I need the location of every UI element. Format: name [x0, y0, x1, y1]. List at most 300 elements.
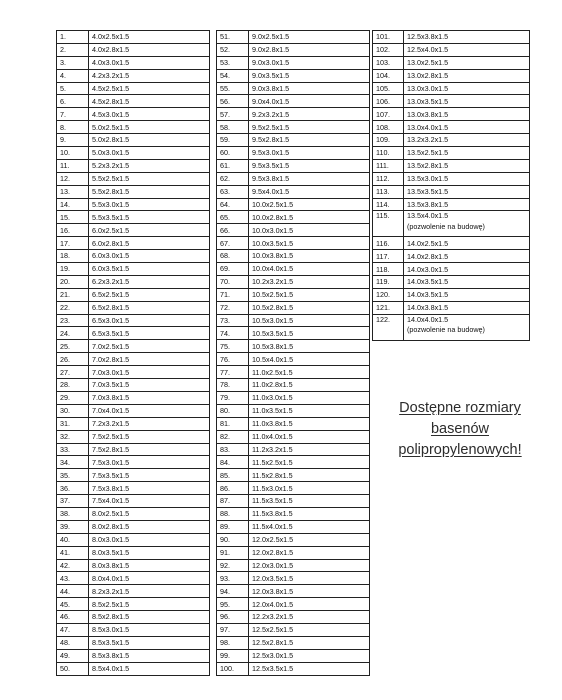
pool-size-cell — [249, 611, 370, 624]
table-row — [373, 198, 530, 211]
pool-size-cell — [404, 263, 530, 276]
pool-size-text: 11.2x3.2x1.5 — [252, 444, 293, 454]
pool-size-cell — [249, 469, 370, 482]
table-row — [217, 417, 370, 430]
row-number-cell: 26. — [57, 353, 89, 366]
pool-size-text: 8.0x4.0x1.5 — [92, 573, 130, 583]
table-row — [57, 263, 210, 276]
pool-size-cell — [249, 172, 370, 185]
table-row — [373, 250, 530, 263]
pool-size-text: 13.5x2.8x1.5 — [407, 161, 449, 171]
pool-size-text: 9.5x3.8x1.5 — [252, 174, 290, 184]
pool-size-text: 7.2x3.2x1.5 — [92, 419, 130, 429]
table-row — [57, 391, 210, 404]
pool-size-cell — [249, 159, 370, 172]
row-number-cell: 55. — [217, 82, 249, 95]
table-row — [217, 159, 370, 172]
pool-size-text: 13.0x2.8x1.5 — [407, 71, 449, 81]
pool-size-cell — [249, 598, 370, 611]
table-row — [57, 598, 210, 611]
table-row — [57, 559, 210, 572]
pool-size-cell — [249, 572, 370, 585]
table-row — [373, 263, 530, 276]
pool-size-cell — [249, 585, 370, 598]
pool-size-text: 8.0x3.8x1.5 — [92, 560, 130, 570]
caption-line-3: polipropylenowych! — [398, 442, 522, 458]
table-row — [57, 172, 210, 185]
row-number-cell: 68. — [217, 250, 249, 263]
pool-size-text: 10.5x3.8x1.5 — [252, 341, 294, 351]
pool-size-cell — [249, 147, 370, 160]
pool-size-cell — [404, 159, 530, 172]
row-number-cell: 72. — [217, 301, 249, 314]
row-number-cell: 96. — [217, 611, 249, 624]
pool-size-cell — [404, 250, 530, 263]
row-number-cell: 118. — [373, 263, 404, 276]
pool-size-cell — [249, 43, 370, 56]
pool-size-text: 5.0x2.8x1.5 — [92, 135, 130, 145]
pool-size-text: 13.0x3.5x1.5 — [407, 96, 449, 106]
table-row — [217, 662, 370, 675]
table-row — [217, 559, 370, 572]
pool-size-text: 9.5x3.0x1.5 — [252, 148, 290, 158]
row-number-cell: 17. — [57, 237, 89, 250]
row-number-cell: 11. — [57, 159, 89, 172]
table-row — [57, 159, 210, 172]
pool-size-text: 5.5x2.8x1.5 — [92, 187, 130, 197]
pool-size-text: 11.0x2.5x1.5 — [252, 367, 293, 377]
pool-size-text: 14.0x2.5x1.5 — [407, 238, 449, 248]
pool-size-cell — [249, 443, 370, 456]
pool-size-text: 12.0x3.5x1.5 — [252, 573, 294, 583]
pool-size-text: 6.5x2.5x1.5 — [92, 290, 130, 300]
table-row — [217, 56, 370, 69]
pool-size-text: 10.2x3.2x1.5 — [252, 277, 294, 287]
pool-size-cell — [89, 250, 210, 263]
row-number-cell: 93. — [217, 572, 249, 585]
table-row — [57, 43, 210, 56]
table-row — [217, 121, 370, 134]
pool-size-text: 13.0x4.0x1.5 — [407, 122, 449, 132]
pool-size-text: 10.5x2.8x1.5 — [252, 303, 294, 313]
table-row — [57, 95, 210, 108]
pool-size-cell — [89, 443, 210, 456]
table-row — [57, 611, 210, 624]
pool-size-cell — [249, 82, 370, 95]
row-number-cell: 31. — [57, 417, 89, 430]
row-number-cell: 49. — [57, 649, 89, 662]
pool-size-text: 12.0x2.8x1.5 — [252, 547, 294, 557]
pool-size-cell — [249, 546, 370, 559]
row-number-cell: 78. — [217, 379, 249, 392]
row-number-cell: 46. — [57, 611, 89, 624]
row-number-cell: 77. — [217, 366, 249, 379]
row-number-cell: 50. — [57, 662, 89, 675]
table-row — [217, 108, 370, 121]
pool-size-text: 7.5x3.8x1.5 — [92, 483, 130, 493]
pool-size-text: 9.0x3.0x1.5 — [252, 58, 290, 68]
pool-size-cell — [404, 314, 530, 340]
pool-size-cell — [89, 263, 210, 276]
row-number-cell: 51. — [217, 31, 249, 44]
table-row — [217, 611, 370, 624]
pool-size-cell — [89, 636, 210, 649]
pool-size-cell — [89, 327, 210, 340]
pool-size-cell — [249, 56, 370, 69]
pool-size-text: 8.0x2.5x1.5 — [92, 509, 130, 519]
pool-size-cell — [404, 108, 530, 121]
pool-size-text: 6.2x3.2x1.5 — [92, 277, 130, 287]
table-row — [373, 289, 530, 302]
pool-size-text: 12.5x2.8x1.5 — [252, 638, 294, 648]
row-number-cell: 109. — [373, 134, 404, 147]
table-row — [217, 134, 370, 147]
pool-size-text: 9.0x2.8x1.5 — [252, 45, 290, 55]
row-number-cell: 24. — [57, 327, 89, 340]
table-row — [217, 250, 370, 263]
pool-size-text: 7.5x3.5x1.5 — [92, 470, 130, 480]
row-number-cell: 19. — [57, 263, 89, 276]
row-number-cell: 103. — [373, 56, 404, 69]
pool-size-cell — [89, 56, 210, 69]
row-number-cell: 64. — [217, 198, 249, 211]
row-number-cell: 23. — [57, 314, 89, 327]
row-number-cell: 71. — [217, 288, 249, 301]
pool-size-cell — [89, 121, 210, 134]
pool-size-text: 9.0x3.5x1.5 — [252, 71, 290, 81]
pool-size-cell — [404, 31, 530, 44]
pool-size-cell — [89, 482, 210, 495]
pool-size-text: 13.5x4.0x1.5 — [407, 211, 449, 221]
pool-size-text: 6.5x2.8x1.5 — [92, 303, 130, 313]
pool-size-cell — [89, 662, 210, 675]
table-row — [217, 314, 370, 327]
pool-size-text: 5.0x3.0x1.5 — [92, 148, 130, 158]
row-number-cell: 35. — [57, 469, 89, 482]
pool-size-text: 11.5x2.5x1.5 — [252, 457, 293, 467]
table-row — [373, 237, 530, 250]
table-row — [217, 456, 370, 469]
pool-size-cell — [404, 56, 530, 69]
row-number-cell: 1. — [57, 31, 89, 44]
pool-size-text: 9.5x2.8x1.5 — [252, 135, 290, 145]
table-row — [217, 366, 370, 379]
row-number-cell: 21. — [57, 288, 89, 301]
pool-size-cell — [249, 559, 370, 572]
pool-size-text: 9.0x2.5x1.5 — [252, 32, 290, 42]
row-number-cell: 70. — [217, 275, 249, 288]
row-number-cell: 105. — [373, 82, 404, 95]
pool-size-cell — [249, 314, 370, 327]
table-row — [57, 430, 210, 443]
row-number-cell: 62. — [217, 172, 249, 185]
pool-size-cell — [89, 379, 210, 392]
table-row — [217, 172, 370, 185]
table-row — [57, 147, 210, 160]
row-number-cell: 15. — [57, 211, 89, 224]
sizes-table-column-1 — [56, 30, 210, 676]
pool-size-text: 8.2x3.2x1.5 — [92, 586, 130, 596]
row-number-cell: 56. — [217, 95, 249, 108]
row-number-cell: 36. — [57, 482, 89, 495]
pool-size-text: 9.2x3.2x1.5 — [252, 109, 290, 119]
pool-size-cell — [89, 533, 210, 546]
table-row — [217, 533, 370, 546]
row-number-cell: 69. — [217, 263, 249, 276]
table-row — [217, 275, 370, 288]
row-number-cell: 48. — [57, 636, 89, 649]
row-number-cell: 44. — [57, 585, 89, 598]
table-row — [373, 185, 530, 198]
pool-size-text: 8.5x4.0x1.5 — [92, 663, 130, 673]
row-number-cell: 39. — [57, 520, 89, 533]
pool-size-cell — [89, 43, 210, 56]
pool-size-cell — [89, 198, 210, 211]
row-number-cell: 25. — [57, 340, 89, 353]
pool-size-text: 13.5x3.8x1.5 — [407, 199, 449, 209]
pool-size-cell — [404, 134, 530, 147]
pool-size-text: 9.0x3.8x1.5 — [252, 83, 290, 93]
pool-size-text: 4.0x3.0x1.5 — [92, 58, 130, 68]
row-number-cell: 16. — [57, 224, 89, 237]
row-number-cell: 100. — [217, 662, 249, 675]
pool-size-cell — [89, 69, 210, 82]
pool-size-cell — [249, 108, 370, 121]
table-row — [373, 134, 530, 147]
table-row — [373, 108, 530, 121]
row-number-cell: 66. — [217, 224, 249, 237]
pool-size-text: 14.0x3.8x1.5 — [407, 303, 449, 313]
row-number-cell: 52. — [217, 43, 249, 56]
pool-size-cell — [89, 585, 210, 598]
pool-size-cell — [404, 301, 530, 314]
table-row — [57, 224, 210, 237]
table-row — [57, 533, 210, 546]
row-number-cell: 59. — [217, 134, 249, 147]
pool-size-cell — [89, 430, 210, 443]
pool-size-cell — [249, 211, 370, 224]
building-permit-note: (pozwolenie na budowę) — [407, 325, 485, 335]
table-row — [57, 185, 210, 198]
row-number-cell: 63. — [217, 185, 249, 198]
pool-size-text: 10.0x2.5x1.5 — [252, 199, 294, 209]
pool-size-text: 14.0x3.0x1.5 — [407, 264, 449, 274]
pool-size-text: 8.0x3.5x1.5 — [92, 547, 130, 557]
table-row — [217, 495, 370, 508]
pool-size-text: 6.5x3.5x1.5 — [92, 328, 130, 338]
table-row — [57, 288, 210, 301]
row-number-cell: 84. — [217, 456, 249, 469]
pool-size-cell — [89, 546, 210, 559]
row-number-cell: 34. — [57, 456, 89, 469]
row-number-cell: 67. — [217, 237, 249, 250]
table-row — [373, 172, 530, 185]
table-row — [57, 366, 210, 379]
row-number-cell: 18. — [57, 250, 89, 263]
pool-size-cell — [89, 598, 210, 611]
table-row — [57, 520, 210, 533]
table-row — [217, 288, 370, 301]
pool-size-cell — [404, 147, 530, 160]
row-number-cell: 57. — [217, 108, 249, 121]
table-row — [217, 585, 370, 598]
table-row — [217, 572, 370, 585]
table-row — [373, 301, 530, 314]
pool-size-cell — [89, 288, 210, 301]
row-number-cell: 4. — [57, 69, 89, 82]
table-row — [217, 430, 370, 443]
row-number-cell: 53. — [217, 56, 249, 69]
pool-size-cell — [89, 404, 210, 417]
pool-size-cell — [89, 31, 210, 44]
pool-size-text: 9.5x2.5x1.5 — [252, 122, 290, 132]
row-number-cell: 81. — [217, 417, 249, 430]
pool-size-cell — [249, 263, 370, 276]
pool-size-text: 11.5x2.8x1.5 — [252, 470, 293, 480]
pool-size-text: 11.0x4.0x1.5 — [252, 431, 293, 441]
pool-size-cell — [249, 482, 370, 495]
pool-size-text: 12.0x3.8x1.5 — [252, 586, 294, 596]
row-number-cell: 95. — [217, 598, 249, 611]
pool-size-text: 7.5x2.8x1.5 — [92, 444, 130, 454]
row-number-cell: 106. — [373, 95, 404, 108]
table-row — [217, 520, 370, 533]
table-row — [217, 198, 370, 211]
pool-size-text: 4.0x2.5x1.5 — [92, 32, 130, 42]
table-row — [217, 69, 370, 82]
pool-size-cell — [404, 198, 530, 211]
table-row — [57, 482, 210, 495]
row-number-cell: 113. — [373, 185, 404, 198]
row-number-cell: 3. — [57, 56, 89, 69]
pool-size-text: 4.5x2.5x1.5 — [92, 83, 130, 93]
pool-size-text: 4.2x3.2x1.5 — [92, 71, 130, 81]
table-row — [57, 275, 210, 288]
table-row — [373, 82, 530, 95]
pool-size-cell — [249, 520, 370, 533]
pool-size-text: 6.0x2.5x1.5 — [92, 225, 130, 235]
sizes-table-column-2 — [216, 30, 370, 676]
pool-size-text: 10.0x2.8x1.5 — [252, 212, 294, 222]
pool-size-text: 14.0x3.5x1.5 — [407, 277, 449, 287]
pool-size-cell — [89, 572, 210, 585]
pool-size-cell — [89, 366, 210, 379]
pool-size-cell — [89, 95, 210, 108]
pool-size-cell — [249, 275, 370, 288]
row-number-cell: 74. — [217, 327, 249, 340]
table-row — [373, 56, 530, 69]
table-row — [57, 56, 210, 69]
pool-size-cell — [89, 559, 210, 572]
available-sizes-caption — [380, 398, 540, 461]
pool-size-text: 13.5x3.5x1.5 — [407, 187, 449, 197]
table-row — [57, 623, 210, 636]
row-number-cell: 14. — [57, 198, 89, 211]
table-row — [217, 31, 370, 44]
pool-size-cell — [89, 456, 210, 469]
pool-size-text: 12.5x3.5x1.5 — [252, 663, 294, 673]
pool-size-cell — [404, 69, 530, 82]
pool-size-text: 5.5x3.0x1.5 — [92, 199, 130, 209]
row-number-cell: 83. — [217, 443, 249, 456]
pool-size-cell — [249, 417, 370, 430]
table-row — [217, 404, 370, 417]
pool-size-text: 8.0x3.0x1.5 — [92, 535, 130, 545]
pool-size-text: 8.5x3.0x1.5 — [92, 625, 130, 635]
row-number-cell: 38. — [57, 507, 89, 520]
pool-size-cell — [404, 43, 530, 56]
pool-size-cell — [249, 327, 370, 340]
pool-size-cell — [249, 198, 370, 211]
pool-size-cell — [404, 172, 530, 185]
row-number-cell: 41. — [57, 546, 89, 559]
row-number-cell: 98. — [217, 636, 249, 649]
table-row — [217, 482, 370, 495]
pool-size-cell — [249, 404, 370, 417]
pool-size-text: 7.5x2.5x1.5 — [92, 431, 130, 441]
table-row — [57, 649, 210, 662]
pool-size-text: 10.5x2.5x1.5 — [252, 290, 294, 300]
row-number-cell: 117. — [373, 250, 404, 263]
row-number-cell: 92. — [217, 559, 249, 572]
pool-size-cell — [89, 507, 210, 520]
pool-size-text: 12.5x2.5x1.5 — [252, 625, 294, 635]
pool-size-text: 10.0x3.0x1.5 — [252, 225, 294, 235]
pool-size-text: 9.0x4.0x1.5 — [252, 96, 290, 106]
pool-size-text: 13.0x2.5x1.5 — [407, 58, 449, 68]
pool-size-text: 5.5x3.5x1.5 — [92, 212, 130, 222]
row-number-cell: 82. — [217, 430, 249, 443]
pool-size-text: 4.0x2.8x1.5 — [92, 45, 130, 55]
table-row — [57, 636, 210, 649]
pool-size-text: 12.5x3.0x1.5 — [252, 651, 294, 661]
pool-size-cell — [249, 237, 370, 250]
row-number-cell: 114. — [373, 198, 404, 211]
row-number-cell: 12. — [57, 172, 89, 185]
pool-size-text: 5.2x3.2x1.5 — [92, 161, 130, 171]
table-row — [57, 546, 210, 559]
pool-size-cell — [249, 495, 370, 508]
row-number-cell: 8. — [57, 121, 89, 134]
pool-size-cell — [404, 95, 530, 108]
pool-size-cell — [89, 301, 210, 314]
pool-size-cell — [89, 495, 210, 508]
pool-size-cell — [89, 623, 210, 636]
table-row — [217, 391, 370, 404]
pool-size-cell — [89, 391, 210, 404]
pool-size-cell — [249, 636, 370, 649]
table-row — [373, 159, 530, 172]
table-row — [373, 121, 530, 134]
row-number-cell: 102. — [373, 43, 404, 56]
pool-size-cell — [89, 211, 210, 224]
table-row — [217, 95, 370, 108]
pool-size-cell — [249, 507, 370, 520]
pool-size-cell — [404, 185, 530, 198]
table-row — [57, 417, 210, 430]
pool-size-text: 9.5x4.0x1.5 — [252, 187, 290, 197]
pool-size-text: 11.5x3.8x1.5 — [252, 509, 293, 519]
row-number-cell: 37. — [57, 495, 89, 508]
pool-size-cell — [249, 379, 370, 392]
pool-size-cell — [404, 276, 530, 289]
table-row — [57, 507, 210, 520]
pool-size-cell — [89, 469, 210, 482]
table-row — [217, 379, 370, 392]
table-row — [217, 82, 370, 95]
table-row — [217, 224, 370, 237]
pool-size-text: 8.5x2.5x1.5 — [92, 599, 130, 609]
